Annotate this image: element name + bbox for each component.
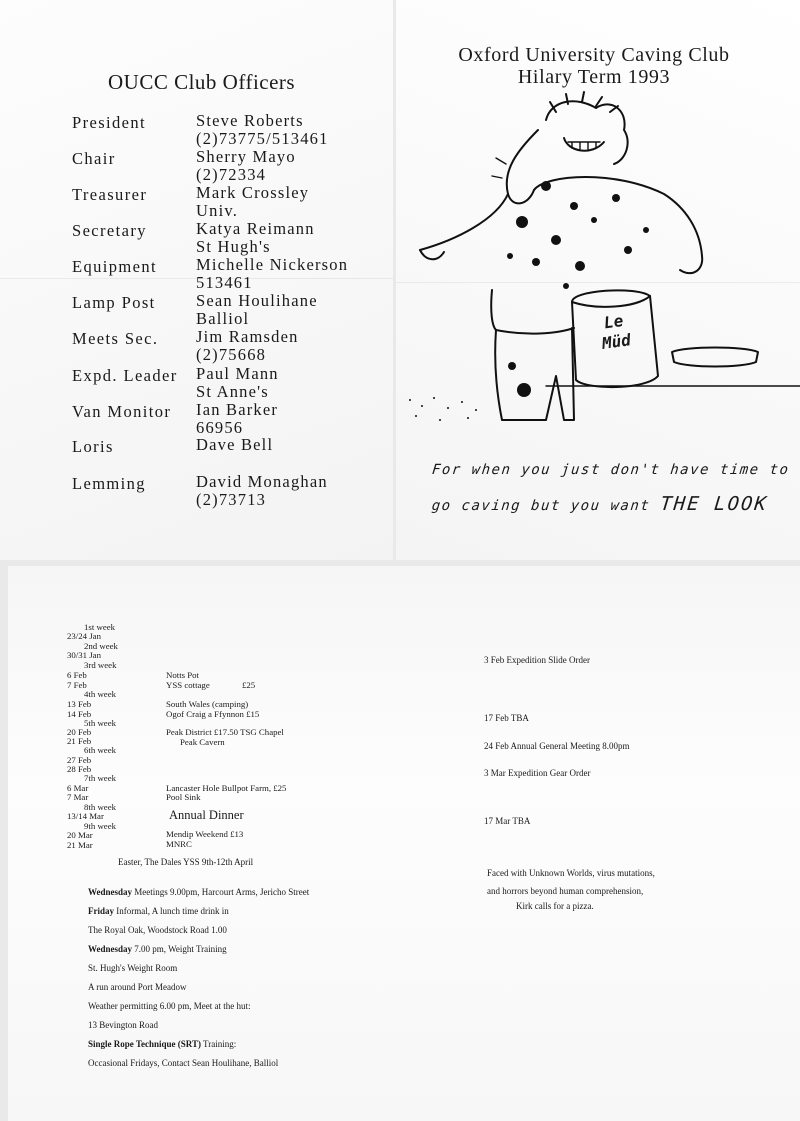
date-label: 6 Feb <box>67 670 87 680</box>
meeting-line: Occasional Fridays, Contact Sean Houlihane, Balliol <box>88 1058 279 1068</box>
date-label: 30/31 Jan <box>67 650 101 660</box>
officer-role: Equipment <box>72 257 158 276</box>
officer-detail: St Anne's <box>196 382 269 401</box>
event-peak-cavern: Peak Cavern <box>180 737 225 747</box>
caption-emphasis: THE LOOK <box>659 493 770 515</box>
meeting-line: Wednesday Meetings 9.00pm, Harcourt Arms, Jericho Street <box>88 887 310 897</box>
week-label: 3rd week <box>84 660 117 670</box>
officer-name: Mark Crossley <box>196 183 310 202</box>
meeting-day: Friday <box>88 906 114 916</box>
date-label: 13/14 Mar <box>67 811 104 821</box>
officer-contact <box>196 401 278 437</box>
schedule-panel <box>8 566 800 1121</box>
closing-line: Kirk calls for a pizza. <box>516 901 594 911</box>
officer-contact <box>196 184 309 220</box>
meeting-line: A run around Port Meadow <box>88 982 187 992</box>
officer-name: Steve Roberts <box>196 111 304 130</box>
date-label: 21 Mar <box>67 840 93 850</box>
officer-role: Chair <box>72 149 116 168</box>
officer-role: Secretary <box>72 221 147 240</box>
week-label: 2nd week <box>84 641 118 651</box>
officer-role: Expd. Leader <box>72 366 178 385</box>
officer-detail: (2)73713 <box>196 490 267 509</box>
officer-role: Meets Sec. <box>72 329 159 348</box>
week-label: 9th week <box>84 821 117 831</box>
event-yss-cottage: YSS cottage <box>166 680 210 690</box>
date-label: 20 Mar <box>67 830 93 840</box>
officer-role: Treasurer <box>72 185 148 204</box>
officer-name: Sean Houlihane <box>196 291 318 310</box>
officer-name: Paul Mann <box>196 364 279 383</box>
event-pool-sink: Pool Sink <box>166 792 201 802</box>
cover-caption-line-2 <box>431 493 769 515</box>
meeting-line: The Royal Oak, Woodstock Road 1.00 <box>88 925 227 935</box>
officer-contact <box>196 112 329 148</box>
right-event: 24 Feb Annual General Meeting 8.00pm <box>484 741 630 751</box>
cover-title <box>444 44 744 88</box>
officer-detail: Balliol <box>196 309 250 328</box>
officer-detail: 513461 <box>196 273 253 292</box>
date-label: 7 Mar <box>67 792 89 802</box>
week-label: 8th week <box>84 802 117 812</box>
date-label: 14 Feb <box>67 709 92 719</box>
officer-contact <box>196 220 315 256</box>
meeting-line: Wednesday 7.00 pm, Weight Training <box>88 944 227 954</box>
officer-name: Jim Ramsden <box>196 327 299 346</box>
officer-role: Lemming <box>72 474 146 493</box>
officer-detail: St Hugh's <box>196 237 271 256</box>
date-label: 28 Feb <box>67 764 92 774</box>
week-label: 6th week <box>84 745 117 755</box>
meeting-line: 13 Bevington Road <box>88 1020 158 1030</box>
officer-contact <box>196 365 279 401</box>
bucket-sign <box>578 307 657 384</box>
meeting-day: Wednesday <box>88 944 133 954</box>
week-label: 5th week <box>84 718 117 728</box>
sign-line-2: Müd <box>600 330 633 353</box>
cover-title-line-1: Oxford University Caving Club <box>458 44 730 66</box>
officer-detail: 66956 <box>196 418 244 437</box>
officer-contact <box>196 328 299 364</box>
date-label: 20 Feb <box>67 727 92 737</box>
closing-line: Faced with Unknown Worlds, virus mutations, <box>487 868 655 878</box>
cover-caption-line-1: For when you just don't have time to <box>431 462 791 478</box>
meeting-line: St. Hugh's Weight Room <box>88 963 178 973</box>
caption-text: go caving but you want <box>430 498 652 514</box>
date-label: 21 Feb <box>67 736 92 746</box>
right-event: 3 Mar Expedition Gear Order <box>484 768 591 778</box>
officer-name: Michelle Nickerson <box>196 255 349 274</box>
closing-line: and horrors beyond human comprehension, <box>487 886 644 896</box>
sign-line-1: Le <box>602 310 625 333</box>
event-ogof: Ogof Craig a Ffynnon £15 <box>166 709 260 719</box>
officer-detail: (2)72334 <box>196 165 267 184</box>
right-event: 17 Feb TBA <box>484 713 529 723</box>
officer-contact <box>196 292 318 328</box>
officer-name: Dave Bell <box>196 435 274 454</box>
officer-role: President <box>72 113 147 132</box>
meeting-day: Wednesday <box>88 887 133 897</box>
week-label: 1st week <box>84 622 116 632</box>
week-label: 7th week <box>84 773 117 783</box>
officers-title: OUCC Club Officers <box>108 70 296 94</box>
officer-contact <box>196 473 328 509</box>
event-mendip: Mendip Weekend £13 <box>166 829 244 839</box>
date-label: 13 Feb <box>67 699 92 709</box>
officer-role: Lamp Post <box>72 293 156 312</box>
event-lancaster: Lancaster Hole Bullpot Farm, £25 <box>166 783 287 793</box>
officer-contact <box>196 148 296 184</box>
officer-name: Katya Reimann <box>196 219 315 238</box>
event-peak: Peak District £17.50 TSG Chapel <box>166 727 284 737</box>
event-south-wales: South Wales (camping) <box>166 699 249 709</box>
officer-role: Van Monitor <box>72 402 172 421</box>
event-mnrc: MNRC <box>166 839 192 849</box>
event-notts: Notts Pot <box>166 670 199 680</box>
officer-name: Ian Barker <box>196 400 279 419</box>
meeting-line: Weather permitting 6.00 pm, Meet at the hut: <box>88 1001 251 1011</box>
date-label: 23/24 Jan <box>67 631 101 641</box>
meeting-line: Friday Informal, A lunch time drink in <box>88 906 229 916</box>
officer-name: Sherry Mayo <box>196 147 296 166</box>
officer-contact <box>196 256 348 292</box>
date-label: 6 Mar <box>67 783 89 793</box>
officer-role: Loris <box>72 437 114 456</box>
right-event: 3 Feb Expedition Slide Order <box>484 655 590 665</box>
officer-contact <box>196 436 273 454</box>
officer-name: David Monaghan <box>196 472 328 491</box>
event-yss-price: £25 <box>242 680 256 690</box>
cover-title-line-2: Hilary Term 1993 <box>517 66 671 88</box>
officer-detail: (2)73775/513461 <box>196 129 329 148</box>
officer-detail: (2)75668 <box>196 345 267 364</box>
officers-panel <box>0 0 393 560</box>
week-label: 4th week <box>84 689 117 699</box>
date-label: 7 Feb <box>67 680 87 690</box>
officer-detail: Univ. <box>196 201 239 220</box>
date-label: 27 Feb <box>67 755 92 765</box>
right-event: 17 Mar TBA <box>484 816 531 826</box>
meeting-line: Single Rope Technique (SRT) Training: <box>88 1039 237 1049</box>
event-annual-dinner: Annual Dinner <box>169 808 244 822</box>
event-easter: Easter, The Dales YSS 9th-12th April <box>118 857 254 867</box>
meeting-title: Single Rope Technique (SRT) <box>88 1039 201 1049</box>
